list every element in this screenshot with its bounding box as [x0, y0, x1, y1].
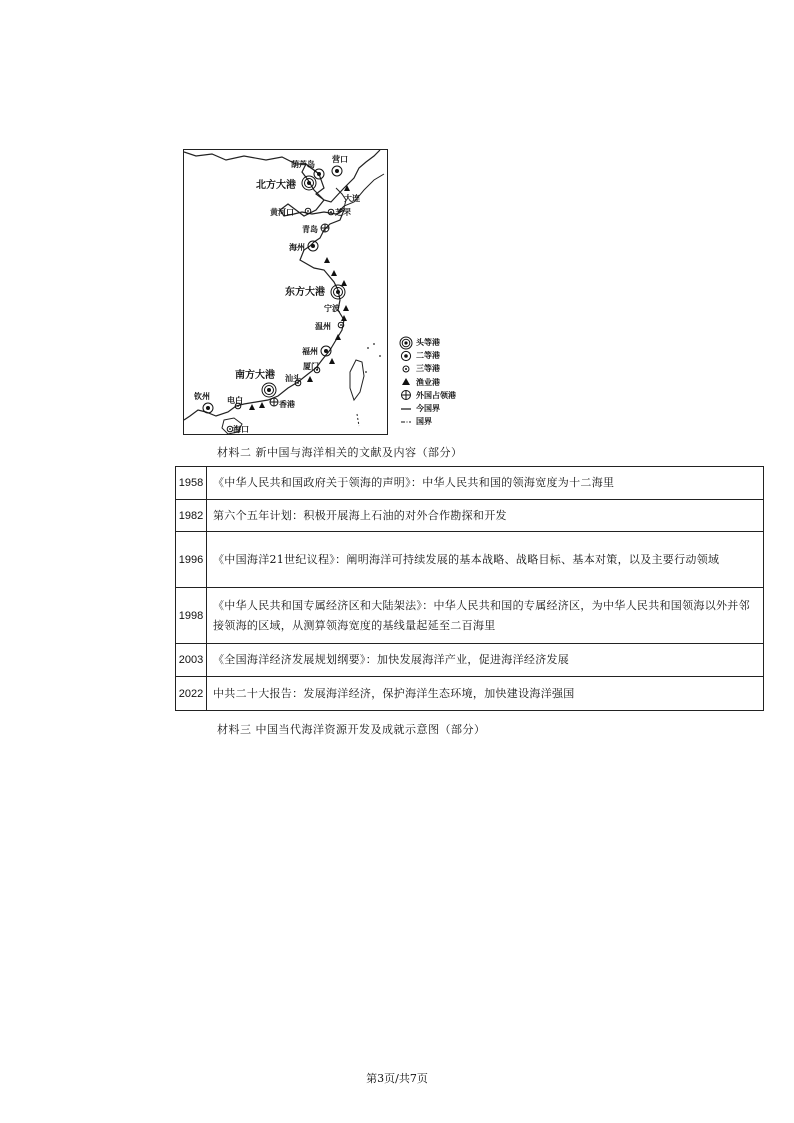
label-dalian: 大连	[344, 194, 360, 203]
label-north-port: 北方大港	[256, 180, 296, 191]
label-qingdao: 青岛	[302, 225, 318, 234]
legend-label: 今国界	[416, 404, 440, 414]
legend-label: 头等港	[416, 338, 440, 348]
legend-item	[396, 389, 486, 402]
map-svg	[184, 150, 388, 435]
first-class-port-icon	[399, 336, 413, 350]
table-row	[176, 500, 764, 532]
content-cell: 中共二十大报告：发展海洋经济，保护海洋生态环境，加快建设海洋强国	[207, 677, 764, 711]
label-yantai: 芝罘	[335, 208, 351, 217]
content-cell: 《中华人民共和国专属经济区和大陆架法》：中华人民共和国的专属经济区，为中华人民共和国领海以外并邻接领海的区域，从测算领海宽度的基线量起延至二百海里	[207, 588, 764, 644]
legend-label: 外国占领港	[416, 390, 456, 400]
label-huanghekou: 黄河口	[270, 208, 294, 217]
label-huludao: 葫芦岛	[291, 160, 315, 169]
fishing-port-icon	[401, 377, 411, 387]
sun-yatsen-port-plan-map	[183, 149, 388, 435]
taiwan-island	[350, 360, 364, 400]
content-cell: 第六个五年计划：积极开展海上石油的对外合作勘探和开发	[207, 500, 764, 532]
current-border-icon	[400, 406, 412, 412]
label-qinzhou: 钦州	[194, 392, 210, 401]
year-cell: 1998	[176, 588, 207, 644]
label-wenzhou: 温州	[315, 322, 331, 331]
table-row	[176, 677, 764, 711]
legend-item	[396, 415, 486, 428]
legend-label: 三等港	[416, 364, 440, 374]
table-row	[176, 467, 764, 500]
label-fuzhou: 福州	[302, 347, 318, 356]
label-haikou: 海口	[233, 425, 249, 434]
map-legend	[396, 336, 486, 428]
label-yingkou: 营口	[332, 155, 348, 164]
content-cell: 《中华人民共和国政府关于领海的声明》：中华人民共和国的领海宽度为十二海里	[207, 467, 764, 500]
legend-label: 国界	[416, 417, 432, 427]
national-border-icon	[400, 419, 412, 425]
second-class-port-icon	[400, 350, 412, 362]
year-cell: 1958	[176, 467, 207, 500]
year-cell: 1996	[176, 532, 207, 588]
legend-item	[396, 362, 486, 375]
year-cell: 1982	[176, 500, 207, 532]
label-east-port: 东方大港	[285, 287, 325, 298]
content-cell: 《全国海洋经济发展规划纲要》：加快发展海洋产业，促进海洋经济发展	[207, 644, 764, 677]
material-3-caption: 材料三 中国当代海洋资源开发及成就示意图（部分）	[217, 723, 486, 736]
label-hongkong: 香港	[279, 400, 295, 409]
label-haizhou: 海州	[289, 243, 305, 252]
label-shantou: 汕头	[285, 374, 301, 383]
year-cell: 2003	[176, 644, 207, 677]
label-dianbai: 电白	[227, 396, 243, 405]
table-row	[176, 588, 764, 644]
table-row	[176, 532, 764, 588]
third-class-port-icon	[401, 364, 411, 374]
page-number: 第3页/共7页	[366, 1072, 428, 1085]
legend-label: 二等港	[416, 351, 440, 361]
documents-table	[175, 466, 764, 711]
label-xiamen: 厦门	[303, 362, 319, 371]
liaodong-coast	[336, 174, 384, 212]
material-2-caption: 材料二 新中国与海洋相关的文献及内容（部分）	[217, 446, 463, 459]
legend-label: 渔业港	[416, 377, 440, 387]
year-cell: 2022	[176, 677, 207, 711]
label-ningbo: 宁波	[324, 304, 340, 313]
legend-item	[396, 402, 486, 415]
legend-item	[396, 336, 486, 349]
table-row	[176, 644, 764, 677]
third-class-port-icon	[227, 208, 344, 432]
legend-item	[396, 376, 486, 389]
label-south-port: 南方大港	[235, 370, 275, 381]
content-cell: 《中国海洋21世纪议程》：阐明海洋可持续发展的基本战略、战略目标、基本对策，以及主要行动领域	[207, 532, 764, 588]
legend-item	[396, 349, 486, 362]
foreign-occupied-port-icon	[400, 389, 412, 401]
